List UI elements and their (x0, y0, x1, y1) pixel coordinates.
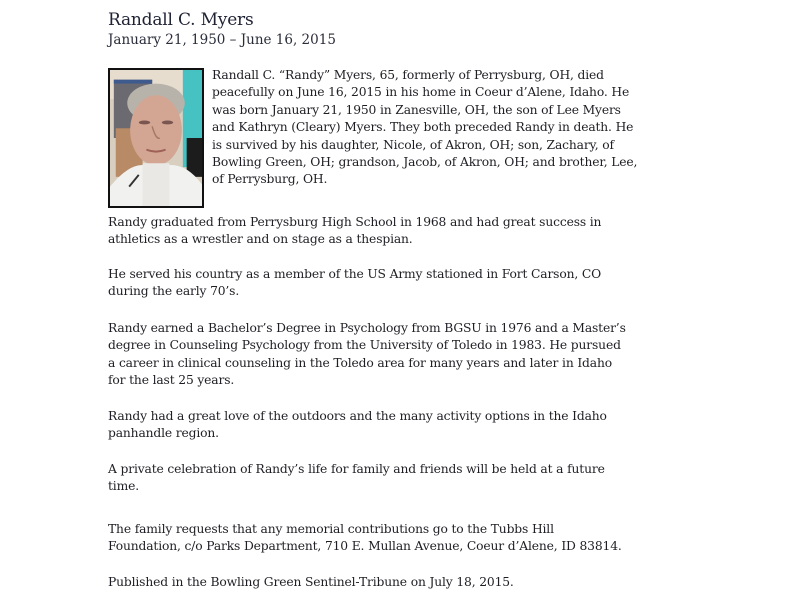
publication-note (108, 574, 514, 591)
text-line: panhandle region. (108, 426, 219, 441)
text-line: Randy had a great love of the outdoors and the many activity options in the Idaho (108, 409, 607, 423)
text-line: Foundation, c/o Parks Department, 710 E. Mullan Avenue, Coeur d’Alene, ID 83814. (108, 539, 622, 554)
paragraph-military-service (108, 266, 601, 301)
text-line: The family requests that any memorial contributions go to the Tubbs Hill (108, 522, 554, 536)
text-line: He served his country as a member of the US Army stationed in Fort Carson, CO (108, 267, 602, 281)
text-line: athletics as a wrestler and on stage as a thespian. (108, 232, 413, 247)
portrait-photo (108, 68, 204, 208)
portrait-image (110, 70, 202, 206)
paragraph-memorial-contributions (108, 521, 622, 556)
text-line: time. (108, 479, 139, 494)
text-line: peacefully on June 16, 2015 in his home in Coeur d’Alene, Idaho. He (212, 85, 630, 100)
text-line: and Kathryn (Cleary) Myers. They both preceded Randy in death. He (212, 120, 634, 135)
text-line: Randy earned a Bachelor’s Degree in Psychology from BGSU in 1976 and a Master’s (108, 321, 626, 335)
text-line: is survived by his daughter, Nicole, of Akron, OH; son, Zachary, of (212, 137, 614, 152)
paragraph-education (108, 214, 601, 249)
intro-paragraph (212, 67, 637, 189)
text-line: during the early 70’s. (108, 284, 240, 299)
text-line: was born January 21, 1950 in Zanesville, OH, the son of Lee Myers (212, 102, 621, 117)
life-dates: January 21, 1950 – June 16, 2015 (108, 32, 336, 48)
paragraph-celebration (108, 461, 605, 496)
paragraph-career (108, 320, 626, 390)
text-line: degree in Counseling Psychology from the University of Toledo in 1983. He pursued (108, 338, 621, 353)
text-line: Bowling Green, OH; grandson, Jacob, of Akron, OH; and brother, Lee, (212, 155, 638, 170)
text-line: a career in clinical counseling in the Toledo area for many years and later in Idaho (108, 355, 612, 370)
text-line: Randy graduated from Perrysburg High School in 1968 and had great success in (108, 215, 602, 229)
paragraph-outdoors (108, 408, 607, 443)
text-line: for the last 25 years. (108, 373, 235, 388)
text-line: A private celebration of Randy’s life for family and friends will be held at a future (108, 462, 605, 476)
page-title: Randall C. Myers (108, 10, 254, 30)
text-line: of Perrysburg, OH. (212, 172, 328, 187)
text-line: Randall C. “Randy” Myers, 65, formerly of Perrysburg, OH, died (212, 68, 604, 82)
text-line: Published in the Bowling Green Sentinel-Tribune on July 18, 2015. (108, 575, 514, 589)
